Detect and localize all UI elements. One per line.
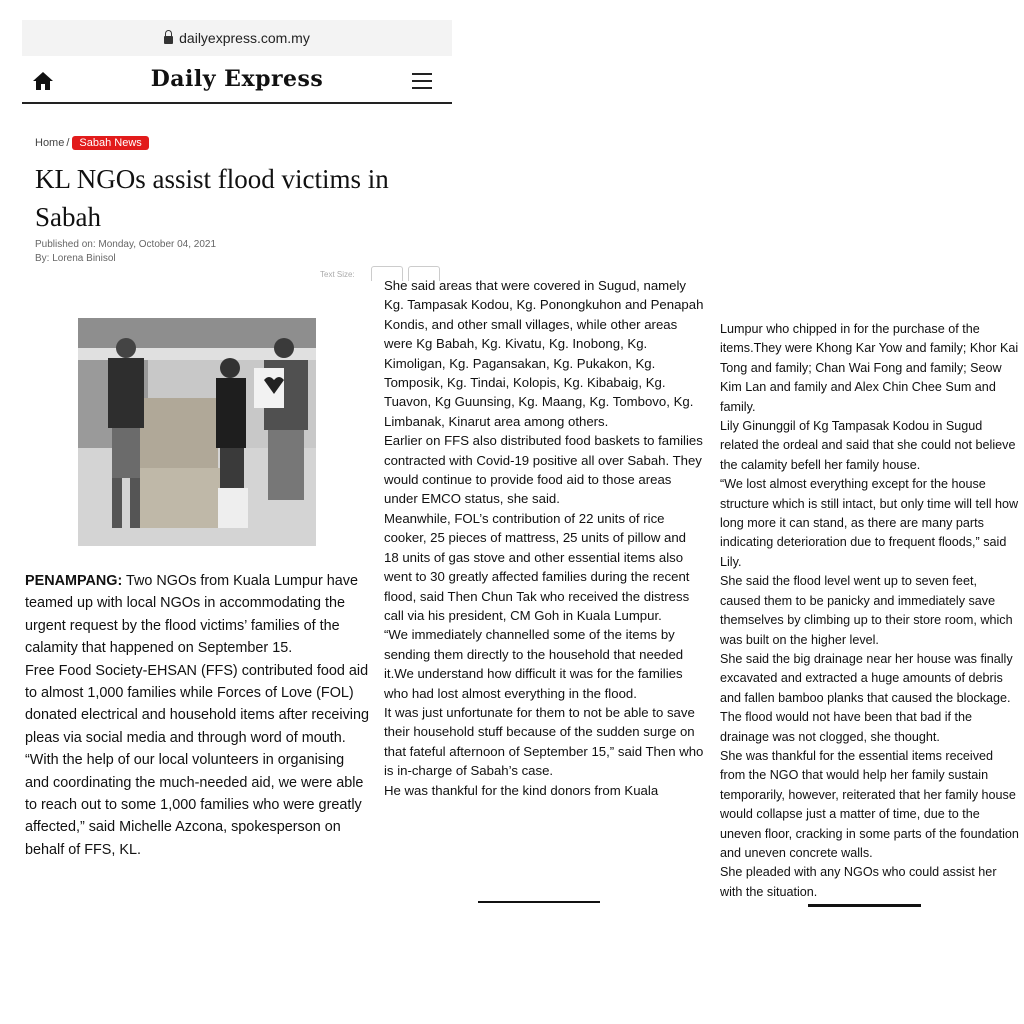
article-title: KL NGOs assist flood victims in Sabah [35, 164, 389, 232]
published-date: Published on: Monday, October 04, 2021 [35, 239, 217, 250]
text-size-label: Text Size: [320, 270, 355, 279]
paragraph: She was thankful for the essential items received from the NGO that would help her family sustain temporarily, however, reiterated that her family house would collapse just a matter of time, due to the uneven floor, cracking in some parts of the foundation and uneven concrete walls. [720, 748, 1019, 860]
breadcrumb [35, 137, 149, 149]
hamburger-menu-icon[interactable] [412, 73, 432, 89]
breadcrumb-home[interactable]: Home [35, 137, 65, 149]
paragraph: She said the flood level went up to seven feet, caused them to be panicky and immediately save themselves by climbing up to their store room, which was built on the higher level. [720, 574, 1013, 647]
article-column-1 [25, 570, 370, 861]
paragraph: The flood would not have been that bad if the drainage was not clogged, she thought. [720, 710, 973, 744]
byline: By: Lorena Binisol [35, 253, 116, 264]
paragraph: Lumpur who chipped in for the purchase of the items.They were Khong Kar Yow and family; Khor Kai Tong and family; Chan Wai Fong and family; Seow Kim Lan and family and Alex Chin Chee Sum and family. [720, 322, 1019, 414]
article-column-2 [384, 276, 704, 800]
paragraph: She pleaded with any NGOs who could assist her with the situation. [720, 865, 997, 899]
strikethrough-mark [808, 904, 921, 907]
article-meta [35, 238, 216, 266]
paragraph: Meanwhile, FOL’s contribution of 22 units of rice cooker, 25 pieces of mattress, 25 units of pillow and 18 units of gas stove and other essential items also went to 30 greatly affected families during the recent flood, said Then Chun Tak who received the distress call via his president, CM Goh in Kuala Lumpur. [384, 510, 690, 623]
url-text: dailyexpress.com.my [179, 30, 310, 46]
breadcrumb-separator: / [66, 137, 70, 149]
section-badge[interactable]: Sabah News [72, 136, 148, 150]
article-photo [78, 318, 316, 546]
paragraph [25, 570, 370, 660]
paragraph: “With the help of our local volunteers in organising and coordinating the much-needed aid, we were able to reach out to some 1,000 families who were greatly affected,” said Michelle Azcona, spokesperson on behalf of FFS, KL. [25, 752, 364, 858]
paragraph: He was thankful for the kind donors from Kuala [384, 782, 659, 798]
site-navbar [22, 56, 452, 104]
paragraph: “We lost almost everything except for the house structure which is still intact, but only time will tell how long more it can stand, as there are many parts indicating deterioration due to frequent floods,” said Lily. [720, 477, 1019, 569]
paragraph-text: Two NGOs from Kuala Lumpur have teamed up with local NGOs in accommodating the urgent request by the flood victims’ families of the calamity that happened on September 15. [25, 573, 358, 657]
address-bar[interactable] [22, 20, 452, 56]
paragraph: She said the big drainage near her house was finally excavated and extracted a huge amounts of debris and fallen bamboo planks that caused the blockage. [720, 651, 1013, 705]
paragraph: “We immediately channelled some of the items by sending them directly to the household that needed it.We understand how difficult it was for the families who had lost almost everything in the flood. [384, 627, 684, 701]
paragraph: Free Food Society-EHSAN (FFS) contributed food aid to almost 1,000 families while Forces of Love (FOL) donated electrical and household items after receiving pleas via social media and through word of mouth. [25, 662, 369, 746]
paragraph: Lily Ginunggil of Kg Tampasak Kodou in Sugud related the ordeal and said that she could not believe the calamity befell her family house. [720, 419, 1016, 472]
strikethrough-mark [478, 901, 600, 903]
article-column-3 [720, 320, 1020, 902]
paragraph: Earlier on FFS also distributed food baskets to families contracted with Covid-19 positive all over Sabah. They would continue to provide food aid to those areas under EMCO status, she said. [384, 433, 703, 507]
paragraph: It was just unfortunate for them to not be able to save their household stuff because of the sudden surge on that fateful afternoon of September 15,” said Then who is in-charge of Sabah’s case. [384, 704, 704, 779]
dateline: PENAMPANG: [25, 573, 123, 589]
site-logo[interactable]: Daily Express [150, 66, 324, 92]
lock-icon [164, 36, 173, 44]
paragraph: She said areas that were covered in Sugud, namely Kg. Tampasak Kodou, Kg. Ponongkuhon and Penapah Kondis, and other small villages, while other areas were Kg Babah, Kg. Kivatu, Kg. Inobong, Kg. Kimoligan, Kg. Pagansakan, Kg. Pukakon, Kg. Tomposik, Kg. Tindai, Kolopis, Kg. Kibabaig, Kg. Tuavon, Kg Guunsing, Kg. Maang, Kg. Tombovo, Kg. Limbanak, Kinarut area among others. [384, 278, 704, 429]
